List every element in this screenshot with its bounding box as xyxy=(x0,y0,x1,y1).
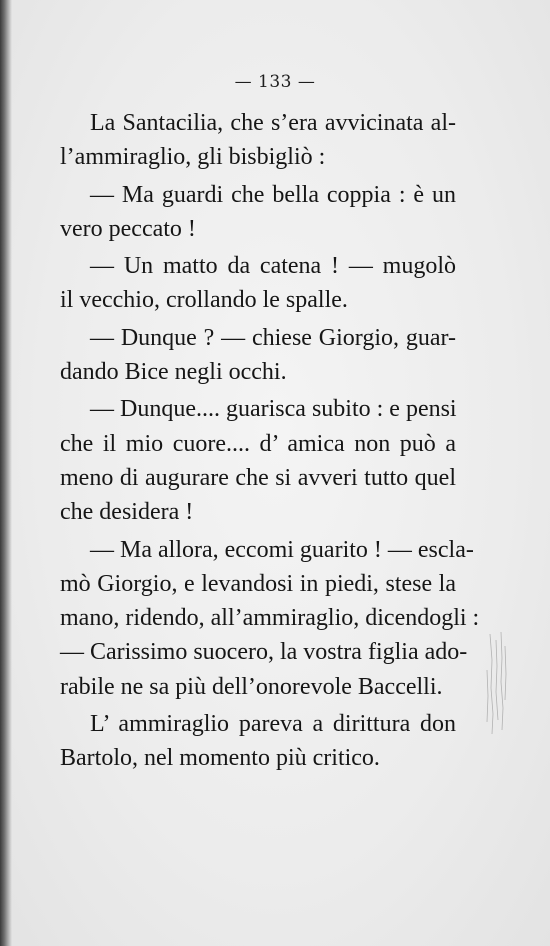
paragraph-4 xyxy=(60,321,456,390)
text-line: l’ammiraglio, gli bisbigliò : xyxy=(60,144,326,171)
text-line: mò Giorgio, e levandosi in piedi, stese la xyxy=(60,570,456,597)
text-line: che desidera ! xyxy=(60,499,194,526)
text-line: — Dunque ? — chiese Giorgio, guar- xyxy=(90,324,456,351)
body-text xyxy=(60,106,480,776)
text-line: meno di augurare che si avveri tutto quel xyxy=(60,464,456,491)
paragraph-1 xyxy=(60,106,456,175)
text-line: che il mio cuore.... d’ amica non può a xyxy=(60,430,456,457)
text-line: — Ma allora, eccomi guarito ! — escla- xyxy=(90,536,474,563)
text-line: La Santacilia, che s’era avvicinata al- xyxy=(90,110,456,136)
text-line: — Carissimo suocero, la vostra figlia ado- xyxy=(60,639,468,666)
text-line: dando Bice negli occhi. xyxy=(60,359,287,386)
ink-bleed-marks xyxy=(484,630,510,740)
text-line: vero peccato ! xyxy=(60,215,196,242)
text-line: mano, ridendo, all’ammiraglio, dicendogli : xyxy=(60,605,480,632)
paragraph-7 xyxy=(60,707,456,776)
text-line: Bartolo, nel momento più critico. xyxy=(60,745,380,772)
text-line: L’ ammiraglio pareva a dirittura don xyxy=(90,711,456,738)
paragraph-5 xyxy=(60,392,456,529)
text-line: rabile ne sa più dell’onorevole Baccelli. xyxy=(60,673,443,700)
text-line: — Un matto da catena ! — mugolò xyxy=(90,253,456,280)
paragraph-6 xyxy=(60,533,480,704)
page-binding-shadow xyxy=(0,0,12,946)
page-number: — 133 — xyxy=(234,72,316,92)
text-line: il vecchio, crollando le spalle. xyxy=(60,287,348,314)
text-line: — Ma guardi che bella coppia : è un xyxy=(90,181,456,208)
text-line: — Dunque.... guarisca subito : e pensi xyxy=(90,396,457,423)
paragraph-3 xyxy=(60,249,456,318)
paragraph-2 xyxy=(60,178,456,247)
